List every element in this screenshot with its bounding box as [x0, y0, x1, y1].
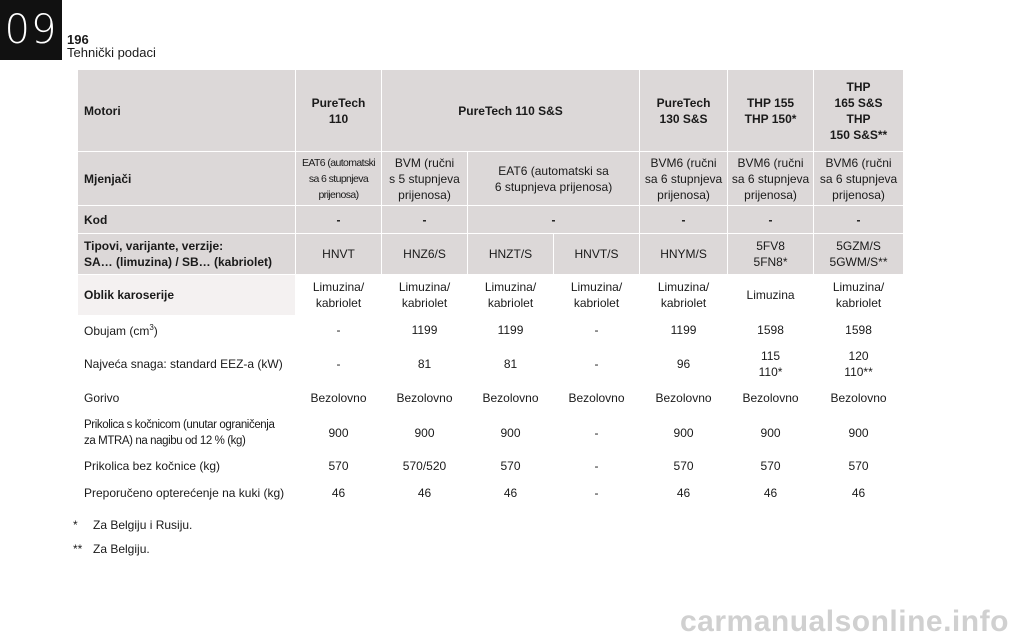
footnotes	[73, 518, 192, 566]
cell-line: 110**	[844, 364, 873, 379]
cell: 900	[728, 413, 814, 453]
cell	[468, 152, 640, 206]
cell-line: kabriolet	[573, 296, 620, 310]
hitch-load-label: Preporučeno opterećenje na kuki (kg)	[78, 480, 296, 507]
cell-line: 5FV8	[756, 239, 785, 253]
cell: 1199	[382, 316, 468, 344]
cell-line: kabriolet	[835, 296, 882, 310]
cell	[382, 275, 468, 316]
cell	[640, 152, 728, 206]
cell	[728, 70, 814, 152]
cell-line: Limuzina/	[312, 280, 365, 294]
cell: Bezolovno	[296, 384, 382, 413]
footnote-text: Za Belgiju.	[93, 542, 150, 556]
specs-table	[77, 69, 904, 507]
cell-line: THP 155	[746, 95, 795, 110]
cell: 570	[640, 453, 728, 480]
cell: 1598	[814, 316, 904, 344]
cell	[814, 275, 904, 316]
power-label: Najveća snaga: standard EEZ-a (kW)	[78, 344, 296, 384]
page-number: 196	[67, 32, 89, 47]
cell: HNVT	[296, 234, 382, 275]
cell-line: PureTech	[656, 95, 711, 110]
footnote-mark: *	[73, 518, 78, 532]
cell-line: sa 6 stupnjeva	[731, 171, 810, 186]
cell	[554, 275, 640, 316]
cell	[554, 344, 640, 384]
cell-line: THP 150*	[744, 111, 797, 126]
volume-row	[78, 316, 904, 344]
cell: -	[296, 206, 382, 234]
label-line: SA… (limuzina) / SB… (kabriolet)	[84, 255, 273, 269]
cell-line: 5FN8*	[753, 255, 788, 269]
section-title: Tehnički podaci	[67, 45, 156, 60]
cell-line: 6 stupnjeva prijenosa)	[494, 179, 613, 194]
cell: -	[554, 316, 640, 344]
cell-line: 130 S&S	[659, 111, 708, 126]
body-label: Oblik karoserije	[78, 275, 296, 316]
cell: 1199	[468, 316, 554, 344]
cell: Bezolovno	[468, 384, 554, 413]
cell-line: 5GWM/S**	[829, 255, 888, 269]
cell: 570	[728, 453, 814, 480]
cell-line: sa 6 stupnjeva	[644, 171, 723, 186]
footnote-text: Za Belgiju i Rusiju.	[93, 518, 193, 532]
cell-line: 110	[328, 111, 349, 126]
cell	[640, 344, 728, 384]
cell	[296, 344, 382, 384]
cell: Bezolovno	[382, 384, 468, 413]
cell-line: kabriolet	[487, 296, 534, 310]
cell: -	[382, 206, 468, 234]
cell: -	[296, 316, 382, 344]
cell-line: 81	[503, 356, 518, 371]
engines-row	[78, 70, 904, 152]
cell	[296, 70, 382, 152]
cell-line: 165 S&S	[834, 95, 883, 110]
label-line: Tipovi, varijante, verzije:	[84, 239, 224, 253]
cell	[814, 234, 904, 275]
cell: Bezolovno	[554, 384, 640, 413]
watermark: carmanualsonline.info	[680, 605, 1009, 638]
cell: 1598	[728, 316, 814, 344]
cell	[728, 275, 814, 316]
footnote-mark: **	[73, 542, 83, 556]
label-line: Prikolica s kočnicom (unutar ograničenja	[84, 418, 275, 431]
cell: 46	[468, 480, 554, 507]
cell-line: THP	[846, 79, 871, 94]
cell-line: sa 6 stupnjeva	[308, 172, 369, 185]
cell-line: EAT6 (automatski	[301, 156, 376, 169]
cell	[382, 152, 468, 206]
cell	[814, 152, 904, 206]
cell-line: -	[336, 356, 341, 371]
cell-line: Limuzina/	[398, 280, 451, 294]
cell-line: sa 6 stupnjeva	[819, 171, 898, 186]
footnote	[73, 542, 192, 556]
label-sup: 3	[149, 323, 154, 332]
cell	[728, 234, 814, 275]
cell-line: s 5 stupnjeva	[389, 171, 460, 186]
code-label: Kod	[78, 206, 296, 234]
cell-line: Limuzina/	[657, 280, 710, 294]
cell	[468, 275, 554, 316]
cell-line: kabriolet	[315, 296, 362, 310]
cell-line: 120	[848, 348, 869, 363]
label-text: )	[153, 324, 158, 338]
label-line: za MTRA) na nagibu od 12 % (kg)	[84, 434, 246, 447]
cell-line: prijenosa)	[744, 187, 797, 202]
cell: -	[554, 453, 640, 480]
cell-line: BVM6 (ručni	[737, 155, 804, 170]
fuel-label: Gorivo	[78, 384, 296, 413]
cell: HNVT/S	[554, 234, 640, 275]
cell	[728, 152, 814, 206]
cell: 570	[468, 453, 554, 480]
engines-label: Motori	[78, 70, 296, 152]
unbraked-trailer-row	[78, 453, 904, 480]
braked-trailer-label	[78, 413, 296, 453]
cell	[640, 275, 728, 316]
cell-line: prijenosa)	[657, 187, 710, 202]
cell: -	[554, 480, 640, 507]
cell: 1199	[640, 316, 728, 344]
cell-line: 115	[760, 348, 781, 363]
volume-label	[78, 316, 296, 344]
cell: 570/520	[382, 453, 468, 480]
cell-line: BVM6 (ručni	[650, 155, 717, 170]
cell: HNYM/S	[640, 234, 728, 275]
cell: 570	[814, 453, 904, 480]
body-row	[78, 275, 904, 316]
cell: 900	[382, 413, 468, 453]
cell: -	[554, 413, 640, 453]
cell: 570	[296, 453, 382, 480]
unbraked-trailer-label: Prikolica bez kočnice (kg)	[78, 453, 296, 480]
cell-line: prijenosa)	[832, 187, 885, 202]
cell-line: kabriolet	[401, 296, 448, 310]
hitch-load-row	[78, 480, 904, 507]
cell-line: 150 S&S**	[829, 127, 888, 142]
gearbox-label: Mjenjači	[78, 152, 296, 206]
cell: -	[728, 206, 814, 234]
cell-line: kabriolet	[660, 296, 707, 310]
cell-line: THP	[846, 111, 871, 126]
cell	[296, 152, 382, 206]
cell-line: BVM6 (ručni	[825, 155, 892, 170]
cell-line: Limuzina	[746, 288, 795, 302]
cell-line: prijenosa)	[318, 188, 359, 201]
cell: 46	[728, 480, 814, 507]
cell: Bezolovno	[640, 384, 728, 413]
cell-line: -	[594, 356, 599, 371]
cell: 900	[640, 413, 728, 453]
cell	[468, 344, 554, 384]
cell: 900	[814, 413, 904, 453]
cell	[640, 70, 728, 152]
cell-line: Limuzina/	[570, 280, 623, 294]
cell: 46	[814, 480, 904, 507]
cell: -	[814, 206, 904, 234]
cell	[814, 344, 904, 384]
cell: 900	[296, 413, 382, 453]
cell: HNZ6/S	[382, 234, 468, 275]
cell	[382, 344, 468, 384]
fuel-row	[78, 384, 904, 413]
braked-trailer-row	[78, 413, 904, 453]
cell: 46	[640, 480, 728, 507]
cell: PureTech 110 S&S	[382, 70, 640, 152]
footnote	[73, 518, 192, 532]
cell	[814, 70, 904, 152]
cell-line: 110*	[758, 364, 783, 379]
cell: HNZT/S	[468, 234, 554, 275]
cell-line: PureTech	[311, 95, 366, 110]
cell	[296, 275, 382, 316]
types-label	[78, 234, 296, 275]
chapter-tab: 09	[0, 0, 62, 60]
label-text: Obujam (cm	[84, 324, 150, 338]
cell: 46	[382, 480, 468, 507]
cell: -	[468, 206, 640, 234]
cell-line: Limuzina/	[832, 280, 885, 294]
cell-line: 5GZM/S	[836, 239, 881, 253]
cell-line: BVM (ručni	[394, 155, 455, 170]
cell: Bezolovno	[728, 384, 814, 413]
gearbox-row	[78, 152, 904, 206]
cell-line: 96	[676, 356, 691, 371]
cell: 900	[468, 413, 554, 453]
cell-line: prijenosa)	[398, 187, 451, 202]
types-row	[78, 234, 904, 275]
cell	[728, 344, 814, 384]
cell: 46	[296, 480, 382, 507]
cell: -	[640, 206, 728, 234]
cell-line: Limuzina/	[484, 280, 537, 294]
code-row	[78, 206, 904, 234]
cell: Bezolovno	[814, 384, 904, 413]
power-row	[78, 344, 904, 384]
cell-line: EAT6 (automatski sa	[498, 163, 609, 178]
cell-line: 81	[417, 356, 432, 371]
